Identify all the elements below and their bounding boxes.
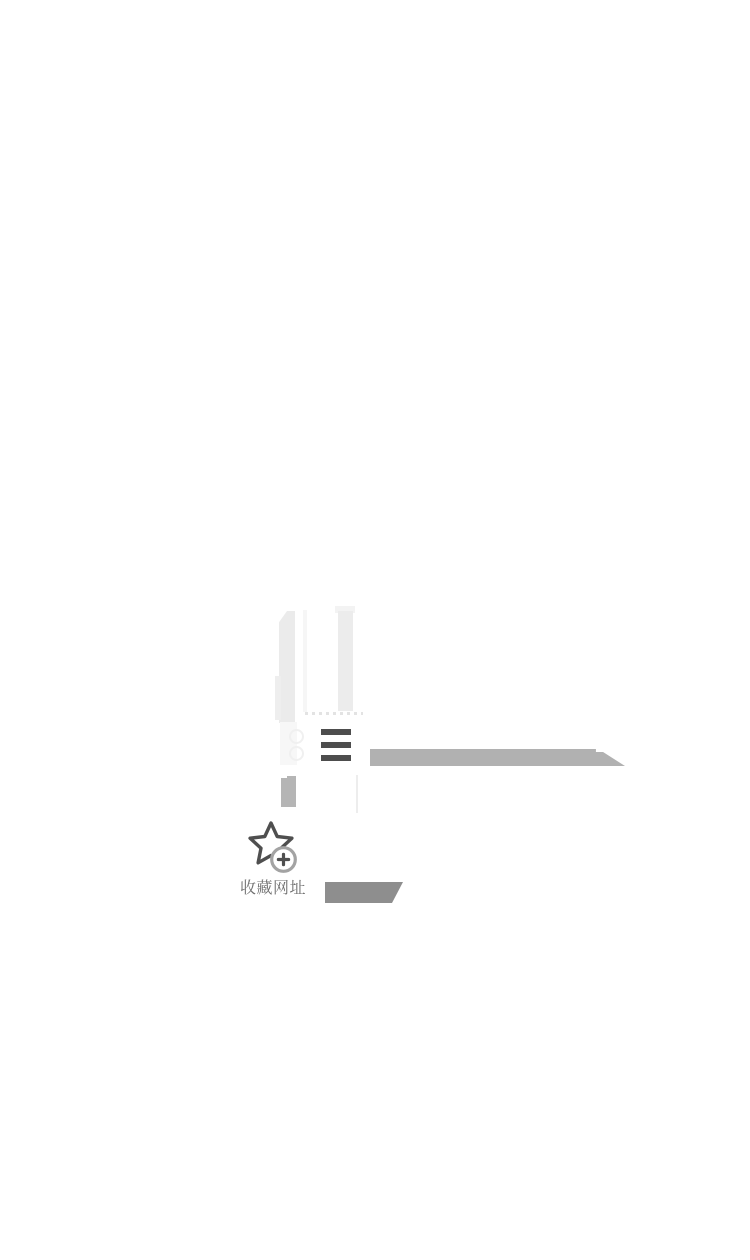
hamburger-menu-icon[interactable] [321,729,351,761]
skeleton-block [281,776,296,807]
hamburger-bar [321,755,351,761]
ghost-vertical-bar [279,611,295,723]
ghost-mark [289,746,304,761]
ghost-tick-marks [305,712,363,715]
star-add-icon [242,820,304,876]
skeleton-tag [325,882,403,903]
ghost-mark [289,729,304,744]
ghost-vertical-line [356,775,358,813]
ghost-vertical-line [303,610,307,712]
hamburger-bar [321,729,351,735]
ghost-vertical-bar [338,611,353,711]
bookmark-label: 收藏网址 [239,880,306,897]
bookmark-site-button[interactable] [236,818,310,904]
ghost-vertical-bar [275,676,281,720]
skeleton-banner-bar [370,749,625,766]
hamburger-bar [321,742,351,748]
